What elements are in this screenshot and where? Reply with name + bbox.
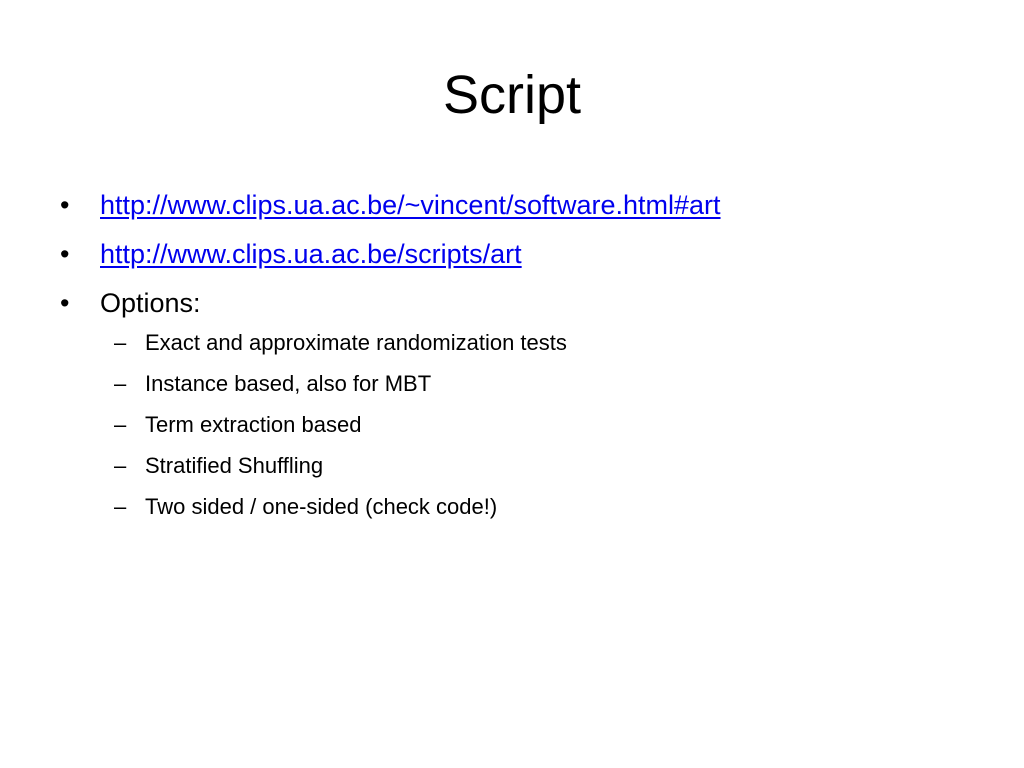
sub-marker: –	[114, 453, 127, 478]
bullet-marker: •	[60, 288, 70, 318]
bullet-item-options	[56, 284, 996, 522]
option-text: Term extraction based	[145, 412, 362, 437]
sub-marker: –	[114, 494, 127, 519]
bullet-marker: •	[60, 239, 70, 269]
sub-marker: –	[114, 371, 127, 396]
option-item	[100, 328, 996, 358]
bullet-item-link-2	[56, 235, 996, 273]
software-link[interactable]: http://www.clips.ua.ac.be/~vincent/software.html#art	[100, 190, 721, 220]
option-item	[100, 410, 996, 440]
option-text: Two sided / one-sided (check code!)	[145, 494, 498, 519]
option-text: Instance based, also for MBT	[145, 371, 432, 396]
sub-marker: –	[114, 412, 127, 437]
sub-marker: –	[114, 330, 127, 355]
options-label: Options:	[100, 288, 201, 318]
bullet-marker: •	[60, 190, 70, 220]
option-text: Exact and approximate randomization tests	[145, 330, 567, 355]
option-item	[100, 492, 996, 522]
scripts-link[interactable]: http://www.clips.ua.ac.be/scripts/art	[100, 239, 522, 269]
options-sublist	[100, 328, 996, 522]
option-text: Stratified Shuffling	[145, 453, 324, 478]
bullet-item-link-1	[56, 186, 996, 224]
slide-title: Script	[442, 65, 582, 125]
bullet-list	[56, 186, 996, 533]
option-item	[100, 451, 996, 481]
option-item	[100, 369, 996, 399]
